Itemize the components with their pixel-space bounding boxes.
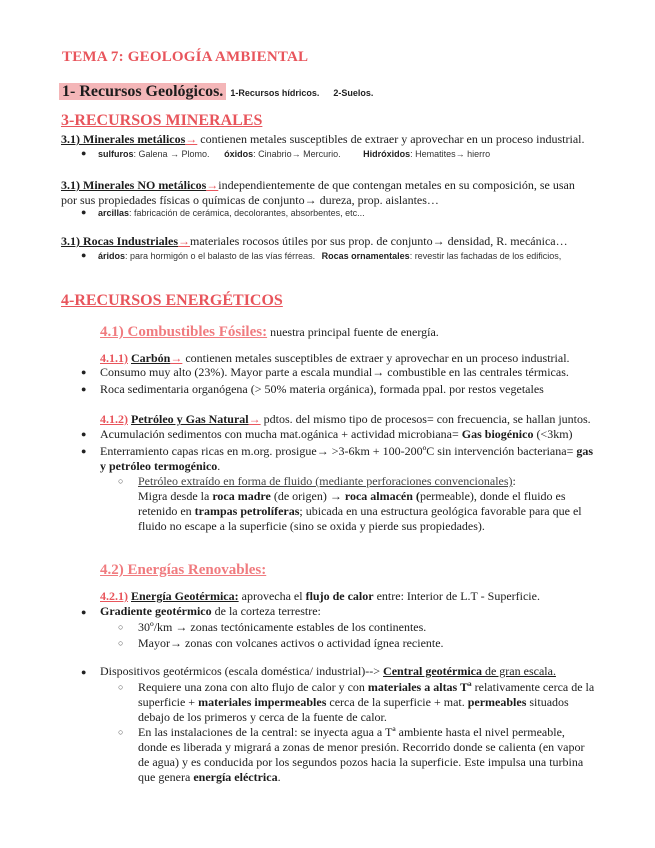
bullet-text: : Cinabrio→ Mercurio. [253, 149, 341, 159]
petroleo-fluido-line3 [138, 504, 582, 519]
minerales-no-metalicos-bullet [98, 208, 365, 218]
petroleo-line [100, 412, 591, 427]
gradiente-line [100, 604, 321, 619]
section-1-heading: 1- Recursos Geológicos. [59, 83, 226, 100]
text-run: situados [526, 695, 569, 709]
bullet-bold: arcillas [98, 208, 130, 218]
combustibles-fosiles-line [100, 323, 439, 341]
arrow-icon: → [185, 132, 198, 146]
petroleo-bullet-1 [100, 427, 573, 442]
minerales-metalicos-line [61, 132, 584, 147]
bullet-icon: ● [81, 446, 87, 456]
text-run: entre: Interior de L.T - Superficie. [373, 589, 540, 603]
rocas-industriales-bullet [98, 251, 561, 261]
carbon-bullet-1: Consumo muy alto (23%). Mayor parte a escala mundial→ combustible en las centrales térmicas. [100, 365, 569, 379]
bullet-bold: sulfuros [98, 149, 134, 159]
bullet-text: : Galena → Plomo. [133, 149, 210, 159]
carbon-line [100, 351, 570, 366]
text-bold: Gradiente geotérmico [100, 604, 212, 618]
bullet-icon: ● [81, 607, 87, 617]
minerales-metalicos-desc: contienen metales susceptibles de extraer y aprovechar en un proceso industrial. [197, 132, 585, 146]
gradiente-sub-1: 30º/km → zonas tectónicamente estables de los continentes. [138, 620, 427, 634]
text-bold: materiales a altas Tª [367, 680, 472, 694]
section-1-sub2: 2-Suelos. [333, 88, 374, 98]
text-bold: y petróleo termogénico [100, 459, 218, 473]
text-run: de la corteza terrestre: [211, 604, 321, 618]
text-run: retenido en [138, 504, 195, 518]
petroleo-fluido-line2 [138, 489, 566, 504]
text-bold: materiales impermeables [198, 695, 327, 709]
geotermica-number: 4.2.1) [100, 589, 128, 603]
circle-bullet-icon: ○ [118, 476, 124, 486]
bullet-icon: ● [81, 367, 87, 377]
text-run: que genera [138, 770, 194, 784]
text-bold: energía eléctrica [193, 770, 278, 784]
minerales-metalicos-bullet [98, 149, 490, 159]
bullet-bold: óxidos [224, 149, 254, 159]
text-bold: flujo de calor [305, 589, 374, 603]
requiere-line-1 [138, 680, 594, 695]
bullet-text: : para hormigón o el balasto de las vías férreas. [125, 251, 316, 261]
rocas-industriales-line [61, 234, 568, 249]
petroleo-bullet-2-cont [100, 459, 220, 474]
text-run: . [277, 770, 281, 784]
page-title: TEMA 7: GEOLOGÍA AMBIENTAL [62, 49, 309, 65]
minerales-no-metalicos-desc: independientemente de que contengan metales en su composición, se usan [218, 178, 575, 192]
section-1-line [59, 83, 373, 101]
carbon-desc: contienen metales susceptibles de extraer y aprovechar en un proceso industrial. [182, 351, 570, 365]
rocas-industriales-desc: materiales rocosos útiles por sus prop. de conjunto→ densidad, R. mecánica… [190, 234, 568, 248]
text-run: relativamente cerca de la [471, 680, 595, 694]
text-run: permeable), donde el fluido es [419, 489, 566, 503]
text-run: aprovecha el [238, 589, 306, 603]
text-run: Enterramiento capas ricas en m.org. prosigue→ >3-6km + 100-200ºC sin intervención bacteriana= [100, 444, 577, 458]
arrow-icon: → [248, 412, 261, 426]
text-run: (de origen) → [270, 489, 345, 503]
energias-renovables-title: 4.2) Energías Renovables: [100, 562, 267, 578]
arrow-icon: → [206, 178, 219, 192]
text-run: (<3km) [533, 427, 573, 441]
bullet-bold: Hidróxidos [363, 149, 411, 159]
petroleo-desc: pdtos. del mismo tipo de procesos= con frecuencia, se hallan juntos. [260, 412, 591, 426]
bullet-icon: ● [81, 207, 87, 217]
requiere-line-2 [138, 695, 569, 710]
bullet-bold: áridos [98, 251, 126, 261]
minerales-no-metalicos-line2: por sus propiedades físicas o químicas de conjunto→ dureza, prop. aislantes… [61, 193, 439, 207]
bullet-icon: ● [81, 250, 87, 260]
bullet-icon: ● [81, 429, 87, 439]
petroleo-bullet-2 [100, 444, 593, 459]
minerales-no-metalicos-line [61, 178, 575, 193]
requiere-line-3: debajo de los primeros y cerca de la fuente de calor. [138, 710, 387, 724]
text-run: . [217, 459, 221, 473]
geotermica-title: Energía Geotérmica: [131, 589, 239, 603]
text-bold: roca madre [212, 489, 271, 503]
bullet-text: : fabricación de cerámica, decolorantes, absorbentes, etc... [129, 208, 365, 218]
minerales-no-metalicos-title: 3.1) Minerales NO metálicos [61, 178, 207, 192]
text-bold: gas [576, 444, 594, 458]
bullet-icon: ● [81, 667, 87, 677]
text-run: superficie + [138, 695, 199, 709]
rocas-industriales-title: 3.1) Rocas Industriales [61, 234, 179, 248]
text-run: Dispositivos geotérmicos (escala doméstica/ industrial)--> [100, 664, 384, 678]
text-run: Migra desde la [138, 489, 213, 503]
text-run: Acumulación sedimentos con mucha mat.ogánica + actividad microbiana= [100, 427, 462, 441]
section-1-sub1: 1-Recursos hídricos. [230, 88, 320, 98]
bullet-icon: ● [81, 384, 87, 394]
bullet-icon: ● [81, 148, 87, 158]
instalaciones-line-4 [138, 770, 281, 785]
bullet-text: : Hematites→ hierro [410, 149, 491, 159]
petroleo-title: Petróleo y Gas Natural [131, 412, 249, 426]
text-run: : [512, 474, 516, 488]
section-4-heading: 4-RECURSOS ENERGÉTICOS [61, 292, 283, 309]
text-run: de gran escala. [481, 664, 556, 678]
dispositivos-line [100, 664, 556, 679]
text-run: ; ubicada en una estructura geológica favorable para que el [299, 504, 582, 518]
minerales-metalicos-title: 3.1) Minerales metálicos [61, 132, 186, 146]
arrow-icon: → [170, 351, 183, 365]
carbon-title: Carbón [131, 351, 171, 365]
carbon-number: 4.1.1) [100, 351, 128, 365]
carbon-bullet-2: Roca sedimentaria organógena (> 50% materia orgánica), formada ppal. por restos vegetales [100, 382, 544, 396]
instalaciones-line-2: donde es liberada y migrará a zonas de menor presión. Recorrido donde se calienta (en vapor [138, 740, 585, 754]
text-bold: Gas biogénico [461, 427, 534, 441]
geotermica-line [100, 589, 540, 604]
circle-bullet-icon: ○ [118, 727, 124, 737]
text-bold: roca almacén ( [344, 489, 420, 503]
combustibles-fosiles-desc: nuestra principal fuente de energía. [267, 325, 439, 339]
text-bold: Central geotérmica [383, 664, 482, 678]
text-underlined: Petróleo extraído en forma de fluido (mediante perforaciones convencionales) [138, 474, 513, 488]
petroleo-fluido-line [138, 474, 516, 489]
text-bold: permeables [467, 695, 527, 709]
circle-bullet-icon: ○ [118, 638, 124, 648]
gradiente-sub-2: Mayor→ zonas con volcanes activos o actividad ígnea reciente. [138, 636, 444, 650]
section-3-heading: 3-RECURSOS MINERALES [61, 112, 263, 129]
petroleo-fluido-line4: fluido no escape a la superficie (sino se oxida y pierde sus propiedades). [138, 519, 485, 533]
instalaciones-line-1: En las instalaciones de la central: se inyecta agua a Tª ambiente hasta el nivel permeable, [138, 725, 565, 739]
circle-bullet-icon: ○ [118, 622, 124, 632]
arrow-icon: → [178, 234, 191, 248]
bullet-text: : revestir las fachadas de los edificios, [409, 251, 562, 261]
instalaciones-line-3: de agua) y es conducida por los segundos pozos hacia la superficie. Este impulsa una turbina [138, 755, 584, 769]
text-bold: trampas petrolíferas [194, 504, 300, 518]
circle-bullet-icon: ○ [118, 682, 124, 692]
bullet-bold: Rocas ornamentales [321, 251, 410, 261]
text-run: cerca de la superficie + mat. [326, 695, 468, 709]
text-run: Requiere una zona con alto flujo de calor y con [138, 680, 368, 694]
petroleo-number: 4.1.2) [100, 412, 128, 426]
combustibles-fosiles-title: 4.1) Combustibles Fósiles: [100, 324, 268, 340]
